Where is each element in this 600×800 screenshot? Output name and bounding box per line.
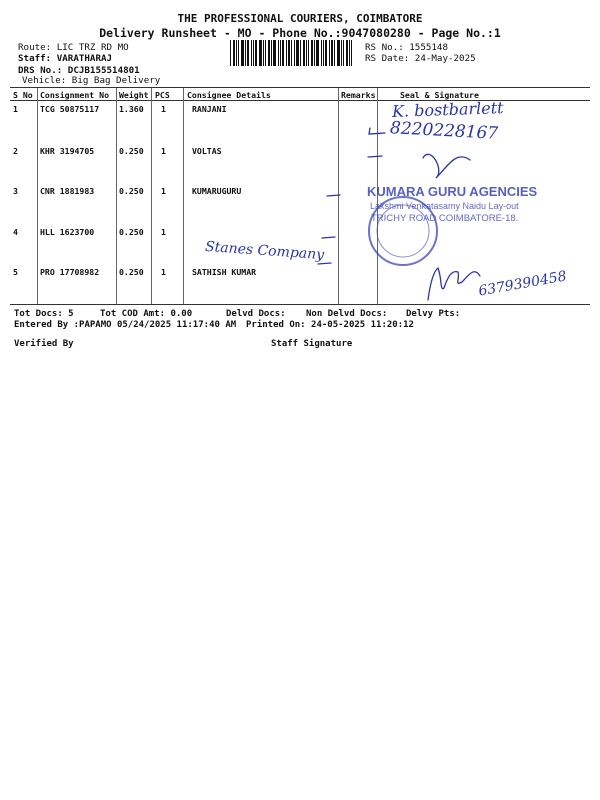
row5-dash-mark (318, 263, 331, 264)
row4-handwritten-note: Stanes Company (204, 238, 325, 264)
col-header-sno: S No (13, 90, 33, 100)
row-pcs: 1 (161, 227, 166, 237)
row-sno: 1 (13, 104, 18, 114)
row-consignee: RANJANI (192, 104, 227, 114)
col-header-consignee: Consignee Details (187, 90, 271, 100)
row-weight: 0.250 (119, 146, 144, 156)
route-label: Route: LIC TRZ RD MO (18, 42, 129, 53)
col-header-seal: Seal & Signature (400, 90, 479, 100)
stamp-address-line: Lakshmi Venkatasamy Naidu Lay-out (370, 201, 519, 211)
tot-docs: Tot Docs: 5 (14, 309, 74, 319)
staff-label: Staff: VARATHARAJ (18, 53, 113, 64)
non-delvd-docs: Non Delvd Docs: (306, 309, 388, 319)
row-consignment: PRO 17708982 (40, 267, 100, 277)
company-stamp (365, 183, 595, 278)
row3-dash-mark (327, 195, 340, 196)
row-pcs: 1 (161, 104, 166, 114)
rs-date-label: RS Date: 24-May-2025 (365, 53, 476, 64)
row-weight: 0.250 (119, 267, 144, 277)
row-consignment: TCG 50875117 (40, 104, 100, 114)
row2-dash-mark (368, 156, 382, 157)
row-consignment: CNR 1881983 (40, 186, 95, 196)
entered-by: Entered By :PAPAMO 05/24/2025 11:17:40 AM (14, 320, 237, 330)
stamp-city-line: TRICHY ROAD COIMBATORE-18. (371, 213, 519, 224)
col-header-remarks: Remarks (341, 90, 376, 100)
row1-tick-mark (369, 128, 385, 134)
row-pcs: 1 (161, 146, 166, 156)
col-header-weight: Weight (119, 90, 149, 100)
row-pcs: 1 (161, 186, 166, 196)
row-weight: 1.360 (119, 104, 144, 114)
tot-cod-amt: Tot COD Amt: 0.00 (100, 309, 193, 319)
row-sno: 2 (13, 146, 18, 156)
row1-handwritten-signature: K. bostbarlett (391, 98, 504, 121)
row-sno: 5 (13, 267, 18, 277)
row-consignment: HLL 1623700 (40, 227, 95, 237)
row-consignee: KUMARUGURU (192, 186, 242, 196)
row-sno: 4 (13, 227, 18, 237)
vehicle-label: Vehicle: Big Bag Delivery (22, 75, 161, 86)
row5-handwritten-phone: 6379390458 (477, 268, 568, 300)
row-consignee: VOLTAS (192, 146, 222, 156)
runsheet-subtitle: Delivery Runsheet - MO - Phone No.:9047080280 - Page No.:1 (99, 26, 501, 40)
row-consignment: KHR 3194705 (40, 146, 95, 156)
row2-scribble (423, 154, 470, 178)
row-weight: 0.250 (119, 227, 144, 237)
drs-label: DRS No.: DCJB155514801 (18, 65, 140, 76)
row-consignee: SATHISH KUMAR (192, 267, 257, 277)
staff-signature: Staff Signature (271, 339, 353, 349)
delvy-pts: Delvy Pts: (406, 309, 461, 319)
delvd-docs: Delvd Docs: (226, 309, 286, 319)
printed-on: Printed On: 24-05-2025 11:20:12 (246, 320, 414, 330)
row-pcs: 1 (161, 267, 166, 277)
company-title: THE PROFESSIONAL COURIERS, COIMBATORE (177, 12, 423, 25)
row1-handwritten-phone: 8220228167 (389, 118, 499, 144)
rs-no-label: RS No.: 1555148 (365, 42, 448, 53)
col-header-pcs: PCS (155, 90, 170, 100)
stamp-company-name: KUMARA GURU AGENCIES (367, 184, 538, 199)
verified-by: Verified By (14, 339, 74, 349)
row4-dash-mark (322, 237, 335, 238)
row-sno: 3 (13, 186, 18, 196)
col-header-consignment: Consignment No (40, 90, 110, 100)
row-weight: 0.250 (119, 186, 144, 196)
